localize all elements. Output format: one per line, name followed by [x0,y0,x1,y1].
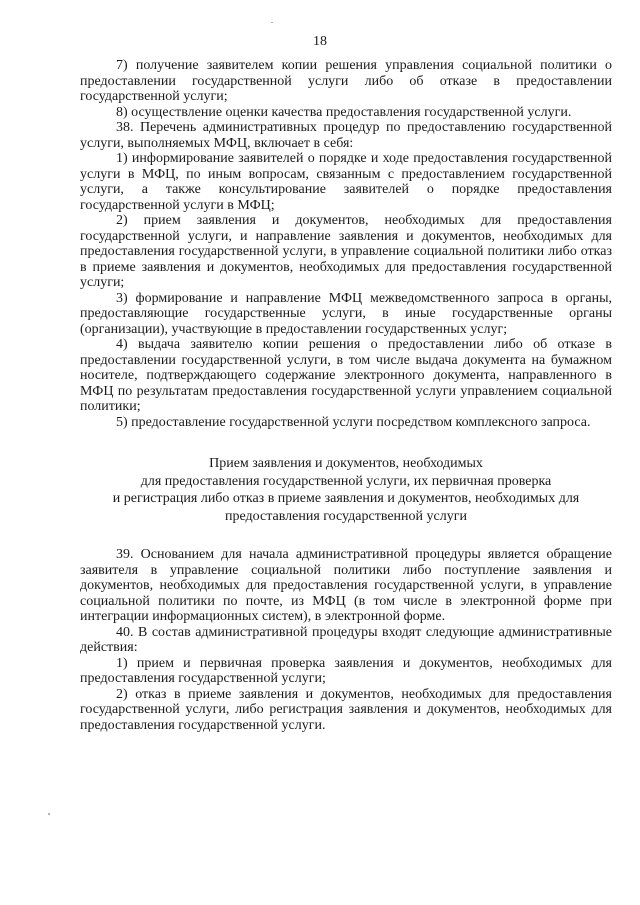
section-heading-line: Прием заявления и документов, необходимых [209,456,483,471]
section-heading-line: предоставления государственной услуги [225,508,467,524]
paragraph-40-item-1: 1) прием и первичная проверка заявления и документов, необходимых для предоставления государственной услуги; [80,655,612,686]
section-heading-line: и регистрация либо отказ в приеме заявления и документов, необходимых для [112,491,580,506]
paragraph-item-8: 8) осуществление оценки качества предоставления государственной услуги. [116,104,572,120]
paragraph-38-item-3: 3) формирование и направление МФЦ межведомственного запроса в органы, предоставляющие государственные услуги, в иные государственные органы (организации), участвующие в предоставлении государственных услуг; [80,290,612,337]
page-number: 18 [313,34,327,49]
scan-speck [271,22,273,23]
paragraph-item-7: 7) получение заявителем копии решения управления социальной политики о предоставлении государственной услуги либо об отказе в предоставлении государственной услуги; [80,58,612,104]
spacer [80,525,612,547]
paragraph-38: 38. Перечень административных процедур по предоставлению государственной услуги, выполняемых МФЦ, включает в себя: [80,120,612,151]
paragraph-38-item-4: 4) выдача заявителю копии решения о предоставлении либо об отказе в предоставлении государственной услуги, в том числе выдача документа на бумажном носителе, подтверждающего содержание электронного документа, направленного в МФЦ по результатам предоставления государственной услуги управлением социальной политики; [80,337,612,414]
paragraph-40: 40. В состав административной процедуры входят следующие административные действия: [80,624,612,655]
document-body [80,58,612,733]
section-heading [80,455,612,525]
paragraph-38-item-2: 2) прием заявления и документов, необходимых для предоставления государственной услуги, и направление заявления и документов, необходимых для предоставления государственной услуги, в управление социальной политики либо отказ в приеме заявления и документов, необходимых для предоставления государственной услуги; [80,213,612,290]
spacer [80,430,612,455]
paragraph-38-item-5: 5) предоставление государственной услуги посредством комплексного запроса. [116,414,591,430]
section-heading-line: для предоставления государственной услуги, их первичная проверка [140,473,552,489]
paragraph-39: 39. Основанием для начала административной процедуры является обращение заявителя в управление социальной политики либо поступление заявления и документов, необходимых для предоставления государственной услуги, в управление социальной политики по почте, из МФЦ (в том числе в электронной форме при интеграции информационных систем), в электронной форме. [80,547,612,624]
paragraph-40-item-2: 2) отказ в приеме заявления и документов, необходимых для предоставления государственной услуги, либо регистрация заявления и документов, необходимых для предоставления государственной услуги. [80,686,612,733]
scan-speck [48,813,50,815]
paragraph-38-item-1: 1) информирование заявителей о порядке и ходе предоставления государственной услуги в МФЦ, по иным вопросам, связанным с предоставлением государственной услуги, а также консультирование заявителей о порядке предоставления государственной услуги в МФЦ; [80,151,612,213]
